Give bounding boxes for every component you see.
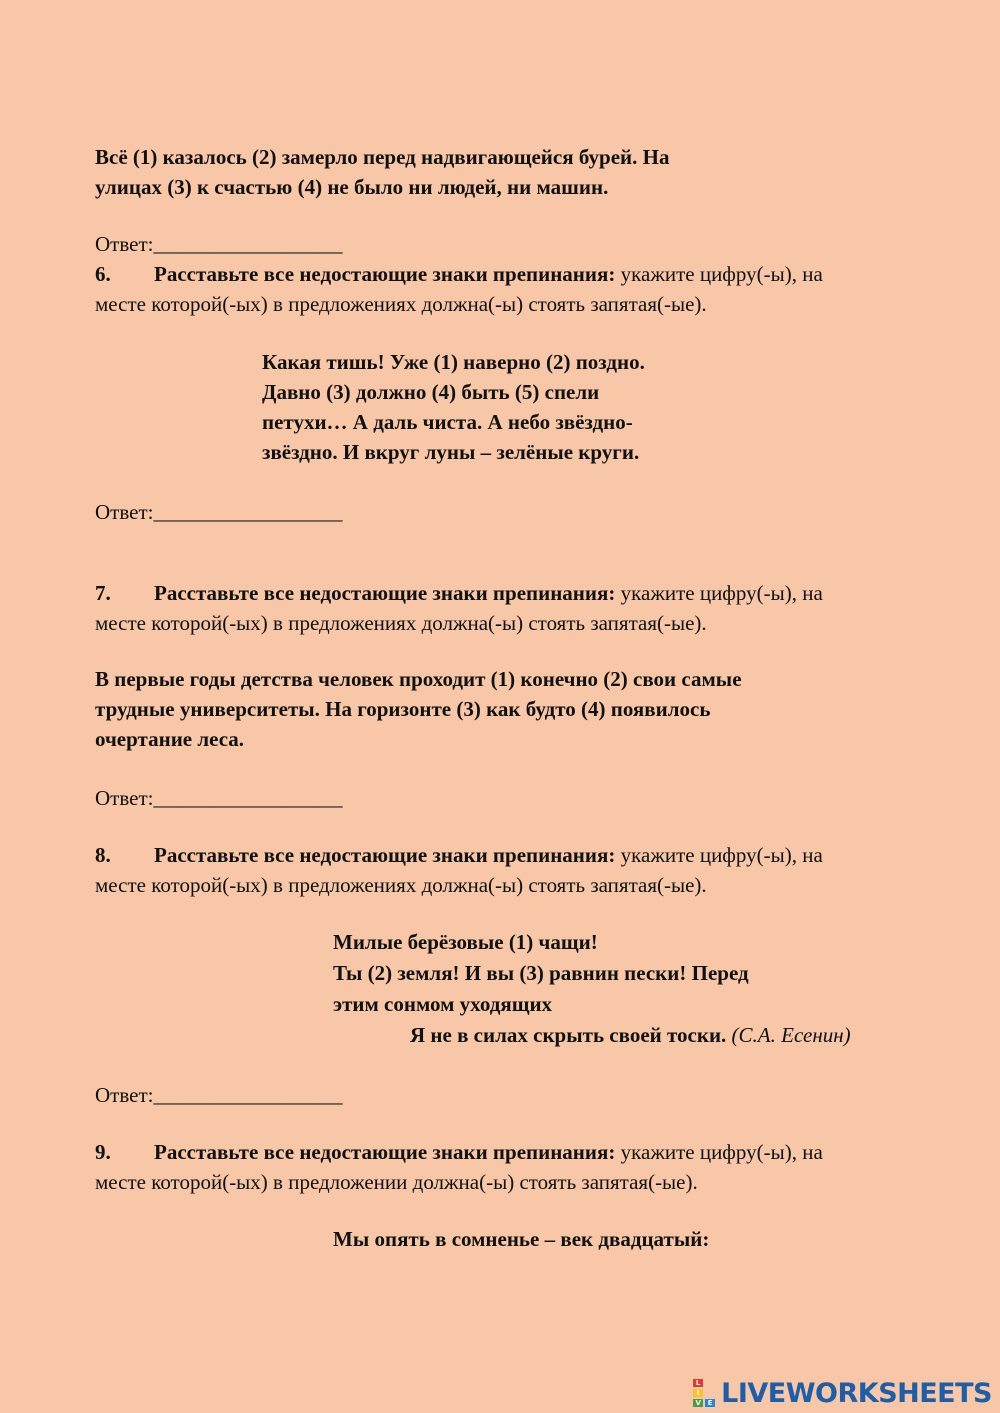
task7-instruction-line-2: месте которой(-ых) в предложениях должна(-ы) стоять запятая(-ые). — [95, 611, 707, 635]
task7-text-line-3: очертание леса. — [95, 727, 245, 751]
task6-poem-line-3: петухи… А даль чиста. А небо звёздно- — [262, 410, 633, 434]
task6-instruction-bold: Расставьте все недостающие знаки препинания: — [154, 262, 616, 286]
answer-label: Ответ: — [95, 786, 154, 810]
task9-instruction-line-2: месте которой(-ых) в предложении должна(-ы) стоять запятая(-ые). — [95, 1170, 698, 1194]
answer-label: Ответ: — [95, 500, 154, 524]
task6-instruction — [95, 259, 823, 289]
logo-mark-letter-i: I — [693, 1389, 703, 1397]
answer-label: Ответ: — [95, 1083, 154, 1107]
task6-poem-line-2: Давно (3) должно (4) быть (5) спели — [262, 380, 600, 404]
task7-text-line-2: трудные университеты. На горизонте (3) как будто (4) появилось — [95, 697, 711, 721]
task6-instruction-rest: укажите цифру(-ы), на — [615, 262, 823, 286]
task8-instruction-line-2: месте которой(-ых) в предложениях должна(-ы) стоять запятая(-ые). — [95, 873, 707, 897]
liveworksheets-logo-text: LIVEWORKSHEETS — [721, 1377, 992, 1409]
task6-instruction-line-2: месте которой(-ых) в предложениях должна(-ы) стоять запятая(-ые). — [95, 292, 707, 316]
task9-poem-line-1: Мы опять в сомненье – век двадцатый: — [333, 1227, 710, 1251]
liveworksheets-logo-icon — [693, 1379, 719, 1407]
answer-label: Ответ: — [95, 232, 154, 256]
logo-mark-letter-v: V — [693, 1399, 703, 1407]
task8-instruction-bold: Расставьте все недостающие знаки препинания: — [154, 843, 616, 867]
task7-instruction — [95, 578, 823, 608]
task9-number: 9. — [95, 1140, 111, 1164]
task6-poem-line-4: звёздно. И вкруг луны – зелёные круги. — [262, 440, 640, 464]
task5-text-line-2: улицах (3) к счастью (4) не было ни людей, ни машин. — [95, 175, 609, 199]
logo-mark-letter-l: L — [693, 1379, 703, 1387]
task6-number: 6. — [95, 262, 111, 286]
task7-text-line-1: В первые годы детства человек проходит (1) конечно (2) свои самые — [95, 667, 742, 691]
logo-mark-letter-e: E — [705, 1399, 715, 1407]
task5-text-line-1: Всё (1) казалось (2) замерло перед надвигающейся бурей. На — [95, 145, 670, 169]
task8-answer — [95, 1080, 342, 1110]
task7-answer-field[interactable]: __________________ — [153, 786, 343, 810]
task8-answer-field[interactable]: __________________ — [153, 1083, 343, 1107]
task9-instruction — [95, 1137, 823, 1167]
task8-poem-line-4-text: Я не в силах скрыть своей тоски. — [410, 1023, 727, 1047]
task6-answer-field[interactable]: __________________ — [153, 500, 343, 524]
task5-answer-field[interactable]: __________________ — [153, 232, 343, 256]
task8-instruction-rest: укажите цифру(-ы), на — [615, 843, 823, 867]
task8-poem-line-4 — [410, 1020, 851, 1050]
task8-poem-line-3: этим сонмом уходящих — [333, 992, 553, 1016]
task8-instruction — [95, 840, 823, 870]
task6-answer — [95, 497, 342, 527]
task8-author: (С.А. Есенин) — [731, 1023, 851, 1047]
liveworksheets-logo[interactable] — [693, 1377, 992, 1409]
task7-number: 7. — [95, 581, 111, 605]
task7-instruction-rest: укажите цифру(-ы), на — [615, 581, 823, 605]
task7-instruction-bold: Расставьте все недостающие знаки препинания: — [154, 581, 616, 605]
task5-answer — [95, 229, 342, 259]
task8-poem-line-2: Ты (2) земля! И вы (3) равнин пески! Перед — [333, 961, 749, 985]
task6-poem-line-1: Какая тишь! Уже (1) наверно (2) поздно. — [262, 350, 645, 374]
task9-instruction-rest: укажите цифру(-ы), на — [615, 1140, 823, 1164]
task7-answer — [95, 783, 342, 813]
task8-number: 8. — [95, 843, 111, 867]
task8-poem-line-1: Милые берёзовые (1) чащи! — [333, 930, 598, 954]
task9-instruction-bold: Расставьте все недостающие знаки препинания: — [154, 1140, 616, 1164]
